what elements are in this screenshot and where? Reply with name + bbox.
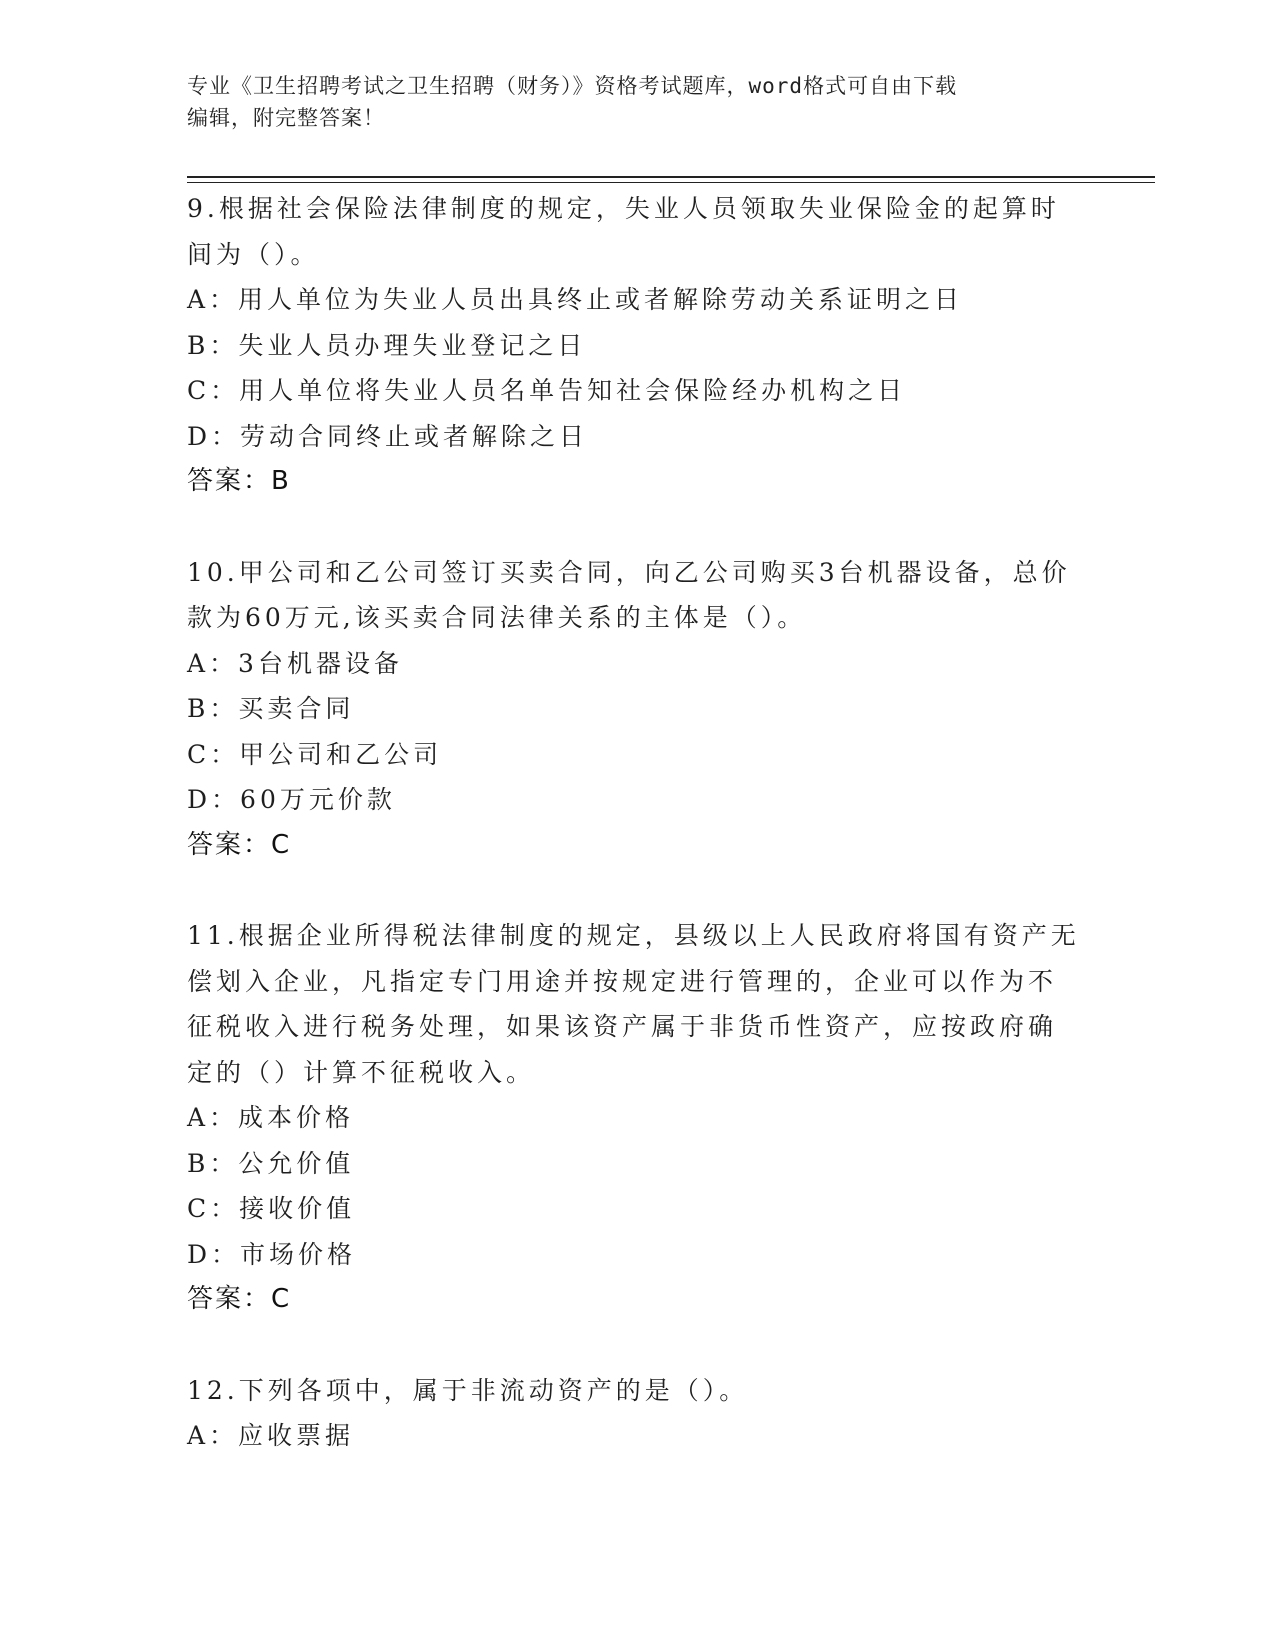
option-d: D：市场价格: [187, 1239, 357, 1269]
question-stem-line: 12.下列各项中，属于非流动资产的是（）。: [187, 1375, 749, 1405]
header-divider-thick: [187, 176, 1155, 178]
header-line-1: 专业《卫生招聘考试之卫生招聘（财务）》资格考试题库，word格式可自由下载: [187, 74, 958, 98]
option-a: A：用人单位为失业人员出具终止或者解除劳动关系证明之日: [187, 285, 964, 314]
answer-line: 答案：B: [187, 466, 291, 496]
question-list: [187, 186, 1087, 1504]
header-divider-thin: [187, 182, 1155, 183]
option-b: B：买卖合同: [187, 694, 355, 723]
option-c: C：用人单位将失业人员名单告知社会保险经办机构之日: [187, 376, 907, 405]
question-stem-line: 偿划入企业，凡指定专门用途并按规定进行管理的，企业可以作为不: [187, 966, 1058, 996]
option-d: D：劳动合同终止或者解除之日: [187, 421, 589, 451]
header-line-2: 编辑，附完整答案！: [187, 106, 385, 130]
document-header: [187, 70, 1067, 134]
option-a: A：成本价格: [187, 1103, 355, 1132]
option-c: C：甲公司和乙公司: [187, 739, 443, 769]
question-stem-line: 款为60万元,该买卖合同法律关系的主体是（）。: [187, 603, 807, 632]
option-c: C：接收价值: [187, 1194, 356, 1223]
option-d: D：60万元价款: [187, 785, 396, 814]
question-stem-line: 定的（）计算不征税收入。: [187, 1057, 536, 1087]
question-item: [187, 186, 1087, 505]
question-stem-line: 9.根据社会保险法律制度的规定，失业人员领取失业保险金的起算时: [187, 194, 1060, 223]
option-a: A：3台机器设备: [187, 648, 403, 678]
option-b: B：失业人员办理失业登记之日: [187, 330, 587, 360]
option-b: B：公允价值: [187, 1148, 355, 1178]
question-item: [187, 913, 1087, 1323]
question-stem-line: 征税收入进行税务处理，如果该资产属于非货币性资产，应按政府确: [187, 1012, 1058, 1041]
question-item: [187, 550, 1087, 869]
answer-line: 答案：C: [187, 1284, 292, 1314]
question-stem-line: 11.根据企业所得税法律制度的规定，县级以上人民政府将国有资产无: [187, 921, 1080, 950]
option-a: A：应收票据: [187, 1421, 355, 1450]
answer-line: 答案：C: [187, 829, 292, 860]
question-stem-line: 间为（）。: [187, 239, 320, 269]
question-stem-line: 10.甲公司和乙公司签订买卖合同，向乙公司购买3台机器设备，总价: [187, 557, 1071, 587]
question-item: [187, 1368, 1087, 1459]
